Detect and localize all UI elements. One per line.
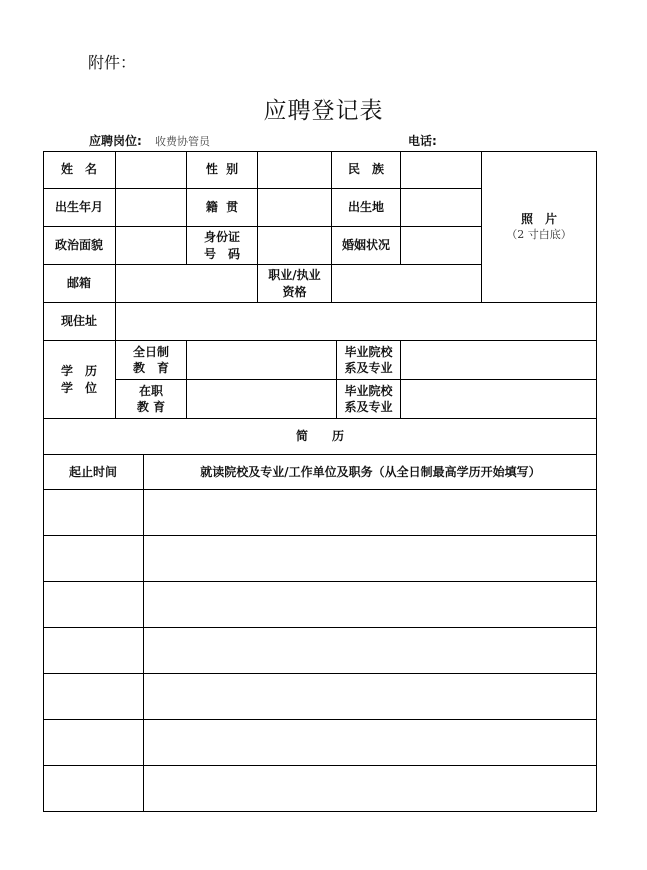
native-place-field[interactable] bbox=[258, 189, 331, 226]
gender-field[interactable] bbox=[258, 151, 331, 188]
resume-period-field[interactable] bbox=[44, 536, 143, 581]
in-service-label: 在职 教 育 bbox=[136, 383, 166, 414]
email-field[interactable] bbox=[116, 265, 257, 302]
resume-detail-field[interactable] bbox=[144, 766, 596, 811]
marital-field[interactable] bbox=[401, 227, 481, 264]
position-value: 收费协管员 bbox=[155, 135, 210, 148]
photo-label: 照 片 bbox=[520, 212, 557, 227]
resume-detail-field[interactable] bbox=[144, 536, 596, 581]
native-place-label: 籍 贯 bbox=[205, 200, 239, 215]
resume-detail-field[interactable] bbox=[144, 674, 596, 719]
photo-box[interactable] bbox=[482, 152, 596, 302]
in-service-school-field[interactable] bbox=[401, 380, 596, 418]
education-label: 学 历 学 位 bbox=[60, 364, 97, 395]
resume-period-field[interactable] bbox=[44, 720, 143, 765]
resume-period-field[interactable] bbox=[44, 582, 143, 627]
resume-detail-header: 就读院校及专业/工作单位及职务（从全日制最高学历开始填写） bbox=[200, 464, 541, 479]
resume-detail-field[interactable] bbox=[144, 490, 596, 535]
id-number-label: 身份证 号 码 bbox=[203, 230, 240, 261]
resume-period-field[interactable] bbox=[44, 490, 143, 535]
full-time-school-field[interactable] bbox=[401, 341, 596, 379]
qualification-label: 职业/执业 资格 bbox=[268, 268, 321, 299]
address-field[interactable] bbox=[116, 303, 596, 340]
resume-detail-field[interactable] bbox=[144, 582, 596, 627]
qualification-field[interactable] bbox=[332, 265, 481, 302]
email-label: 邮箱 bbox=[66, 276, 91, 291]
name-field[interactable] bbox=[116, 151, 186, 188]
political-field[interactable] bbox=[116, 227, 186, 264]
school-major-label-2: 毕业院校 系及专业 bbox=[344, 383, 393, 414]
name-label: 姓 名 bbox=[60, 162, 97, 177]
ethnicity-label: 民 族 bbox=[347, 162, 384, 177]
marital-label: 婚姻状况 bbox=[341, 238, 390, 253]
school-major-label-1: 毕业院校 系及专业 bbox=[344, 344, 393, 375]
period-header: 起止时间 bbox=[68, 464, 117, 479]
photo-size-note: （2 寸白底） bbox=[506, 227, 572, 241]
birth-field[interactable] bbox=[116, 189, 186, 226]
full-time-label: 全日制 教 育 bbox=[132, 344, 169, 375]
resume-period-field[interactable] bbox=[44, 628, 143, 673]
resume-period-field[interactable] bbox=[44, 674, 143, 719]
attachment-label: 附件： bbox=[88, 53, 137, 72]
gender-label: 性 别 bbox=[205, 162, 239, 177]
phone-label: 电话: bbox=[408, 134, 437, 148]
birthplace-field[interactable] bbox=[401, 189, 481, 226]
in-service-degree-field[interactable] bbox=[187, 380, 336, 418]
resume-detail-field[interactable] bbox=[144, 720, 596, 765]
id-number-field[interactable] bbox=[258, 227, 331, 264]
resume-period-field[interactable] bbox=[44, 766, 143, 811]
birthplace-label: 出生地 bbox=[347, 200, 384, 215]
birth-label: 出生年月 bbox=[54, 200, 103, 215]
form-title: 应聘登记表 bbox=[263, 98, 384, 124]
resume-heading: 简 历 bbox=[295, 429, 344, 444]
full-time-degree-field[interactable] bbox=[187, 341, 336, 379]
address-label: 现住址 bbox=[60, 314, 97, 329]
position-label: 应聘岗位: bbox=[89, 134, 142, 148]
resume-detail-field[interactable] bbox=[144, 628, 596, 673]
ethnicity-field[interactable] bbox=[401, 151, 481, 188]
political-label: 政治面貌 bbox=[54, 238, 103, 253]
